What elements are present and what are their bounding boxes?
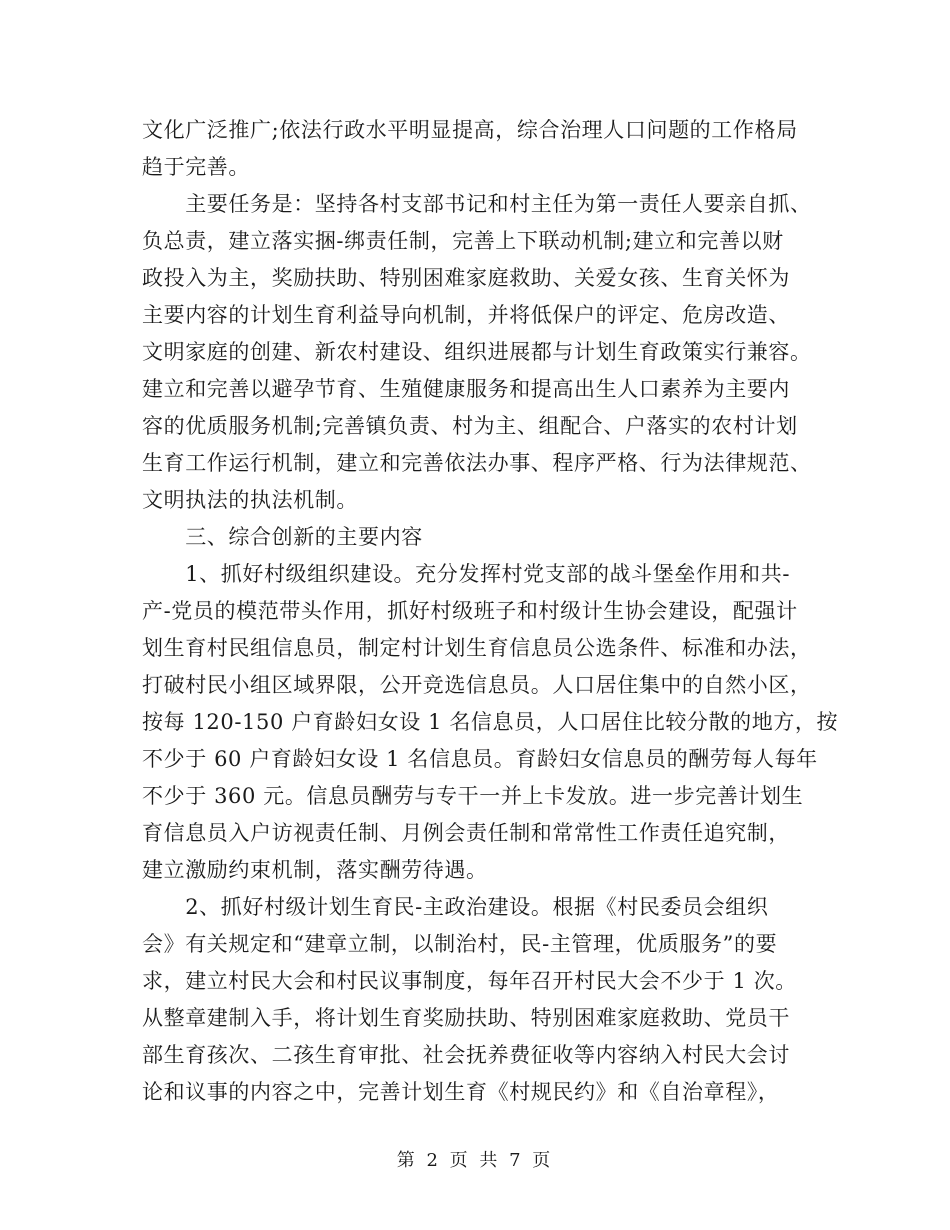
- body-text-line: 建立激励约束机制，落实酬劳待遇。: [142, 858, 488, 882]
- body-text-line: 文明执法的执法机制。: [142, 488, 358, 512]
- body-text-line: 产-党员的模范带头作用，抓好村级班子和村级计生协会建设，配强计: [142, 599, 798, 623]
- body-text-line: 不少于 60 户育龄妇女设 1 名信息员。育龄妇女信息员的酬劳每人每年: [142, 747, 818, 771]
- body-text-line: 政投入为主，奖励扶助、特别困难家庭救助、关爱女孩、生育关怀为: [142, 266, 790, 290]
- body-text-line: 建立和完善以避孕节育、生殖健康服务和提高出生人口素养为主要内: [142, 377, 790, 401]
- body-text-line: 部生育孩次、二孩生育审批、社会抚养费征收等内容纳入村民大会讨: [142, 1043, 790, 1067]
- body-text-line: 育信息员入户访视责任制、月例会责任制和常常性工作责任追究制，: [142, 821, 790, 845]
- body-text-line: 从整章建制入手，将计划生育奖励扶助、特别困难家庭救助、党员干: [142, 1006, 790, 1030]
- body-text-line: 不少于 360 元。信息员酬劳与专干一并上卡发放。进一步完善计划生: [142, 784, 804, 808]
- body-text-line: 容的优质服务机制;完善镇负责、村为主、组配合、户落实的农村计划: [142, 414, 798, 438]
- section-heading: 三、综合创新的主要内容: [142, 525, 423, 549]
- body-text-line: 求，建立村民大会和村民议事制度，每年召开村民大会不少于 1 次。: [142, 969, 797, 993]
- body-text-line: 打破村民小组区域界限，公开竞选信息员。人口居住集中的自然小区，: [142, 673, 812, 697]
- body-text-line: 趋于完善。: [142, 155, 250, 179]
- body-text-line: 生育工作运行机制，建立和完善依法办事、程序严格、行为法律规范、: [142, 451, 812, 475]
- body-text-line: 文化广泛推广;依法行政水平明显提高，综合治理人口问题的工作格局: [142, 118, 798, 142]
- body-text-line: 负总责，建立落实捆-绑责任制，完善上下联动机制;建立和完善以财: [142, 229, 784, 253]
- body-text-line: 按每 120-150 户育龄妇女设 1 名信息员，人口居住比较分散的地方，按: [142, 710, 839, 734]
- page-footer: 第 2 页 共 7 页: [396, 1150, 554, 1171]
- body-text-line: 2、抓好村级计划生育民-主政治建设。根据《村民委员会组织: [142, 895, 769, 919]
- body-text-line: 主要任务是：坚持各村支部书记和村主任为第一责任人要亲自抓、: [142, 192, 812, 216]
- body-text-line: 文明家庭的创建、新农村建设、组织进展都与计划生育政策实行兼容。: [142, 340, 812, 364]
- body-text-line: 1、抓好村级组织建设。充分发挥村党支部的战斗堡垒作用和共-: [142, 562, 791, 586]
- body-text-line: 主要内容的计划生育利益导向机制，并将低保户的评定、危房改造、: [142, 303, 790, 327]
- body-text-line: 划生育村民组信息员，制定村计划生育信息员公选条件、标准和办法，: [142, 636, 812, 660]
- body-text-line: 会》有关规定和“建章立制，以制治村，民-主管理，优质服务”的要: [142, 932, 778, 956]
- body-text-line: 论和议事的内容之中，完善计划生育《村规民约》和《自治章程》，: [142, 1080, 780, 1104]
